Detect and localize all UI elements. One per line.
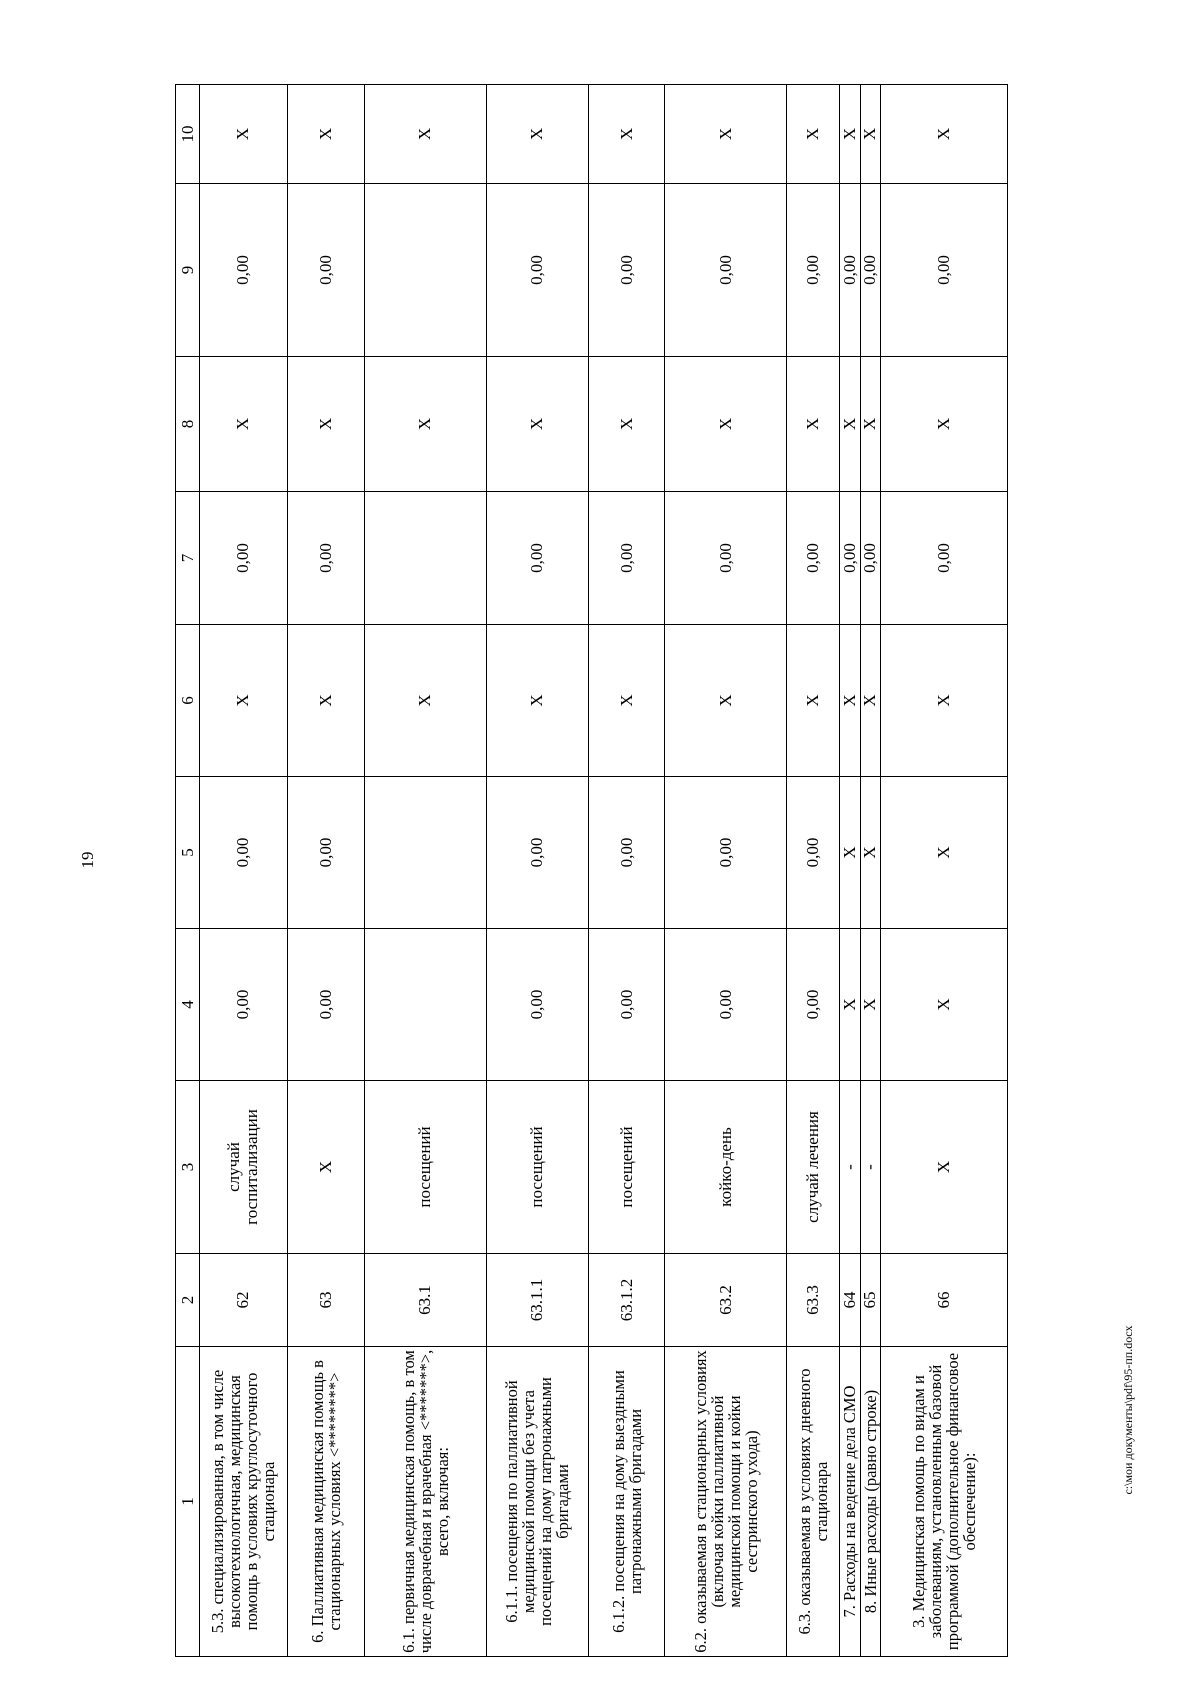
table-cell: 0,00 <box>200 777 288 929</box>
table-cell: 6.3. оказываемая в условиях дневного стационара <box>786 1347 839 1657</box>
table-cell: 0,00 <box>786 777 839 929</box>
table-row <box>665 85 787 1657</box>
column-header: 8 <box>176 357 200 492</box>
column-header: 7 <box>176 492 200 625</box>
table-cell: X <box>860 85 880 184</box>
table-cell: 6.1. первичная медицинская помощь, в том числе доврачебная и врачебная <*******>, всего, включая: <box>364 1347 486 1657</box>
table-cell: 64 <box>839 1254 860 1347</box>
table-cell: X <box>200 357 288 492</box>
table-cell: 6.1.2. посещения на дому выездными патронажными бригадами <box>589 1347 665 1657</box>
table-cell: 0,00 <box>665 184 787 357</box>
table-cell: 0,00 <box>200 184 288 357</box>
table-cell: 0,00 <box>839 492 860 625</box>
table-cell: X <box>860 625 880 777</box>
table-cell: 63.3 <box>786 1254 839 1347</box>
table-cell: 63.1.1 <box>486 1254 589 1347</box>
table-cell: 0,00 <box>287 777 364 929</box>
table-cell: 63.1 <box>364 1254 486 1347</box>
table-cell: 6. Паллиативная медицинская помощь в стационарных условиях <********> <box>287 1347 364 1657</box>
table-cell: X <box>589 357 665 492</box>
table-cell: X <box>839 929 860 1081</box>
table-row <box>486 85 589 1657</box>
page-number: 19 <box>78 851 97 869</box>
table-cell: X <box>881 625 1008 777</box>
column-header: 6 <box>176 625 200 777</box>
table-cell: 0,00 <box>589 184 665 357</box>
table-cell: 0,00 <box>486 777 589 929</box>
table-cell: 0,00 <box>287 929 364 1081</box>
table-cell: 0,00 <box>786 929 839 1081</box>
table-cell: 63 <box>287 1254 364 1347</box>
table-cell: X <box>839 777 860 929</box>
column-header: 5 <box>176 777 200 929</box>
table-cell: 65 <box>860 1254 880 1347</box>
table-cell: - <box>860 1081 880 1254</box>
column-header: 9 <box>176 184 200 357</box>
table-cell: X <box>665 625 787 777</box>
table-cell: посещений <box>364 1081 486 1254</box>
table-cell: 0,00 <box>589 777 665 929</box>
table-cell: 0,00 <box>665 777 787 929</box>
table-cell: X <box>881 357 1008 492</box>
column-header: 2 <box>176 1254 200 1347</box>
table-cell: X <box>786 357 839 492</box>
file-path-footer: c:\мои документы\pdf\95-пп.docx <box>1121 1325 1135 1495</box>
table-cell: 0,00 <box>287 184 364 357</box>
table-row <box>200 85 288 1657</box>
table-cell: X <box>364 85 486 184</box>
table-cell: 63.2 <box>665 1254 787 1347</box>
table-cell: 0,00 <box>589 929 665 1081</box>
table-cell: X <box>287 1081 364 1254</box>
table-row <box>287 85 364 1657</box>
table-cell: 5.3. специализированная, в том числе высокотехнологичная, медицинская помощь в условиях круглосуточного стационара <box>200 1347 288 1657</box>
table-cell: 0,00 <box>200 492 288 625</box>
table-cell: X <box>665 357 787 492</box>
table-cell: X <box>287 85 364 184</box>
table-cell: X <box>200 625 288 777</box>
table-cell: 0,00 <box>860 184 880 357</box>
table-cell: X <box>839 357 860 492</box>
column-header: 10 <box>176 85 200 184</box>
table-row <box>364 85 486 1657</box>
table-cell: X <box>486 625 589 777</box>
table-cell: - <box>839 1081 860 1254</box>
table-cell: 0,00 <box>881 492 1008 625</box>
table-cell: 0,00 <box>860 492 880 625</box>
table-cell: 0,00 <box>589 492 665 625</box>
table-cell: 3. Медицинская помощь по видам и заболеваниям, установленным базовой программой (дополнительное финансовое обеспечение): <box>881 1347 1008 1657</box>
table-cell: койко-день <box>665 1081 787 1254</box>
table-cell: 62 <box>200 1254 288 1347</box>
table-cell: X <box>486 85 589 184</box>
table-cell: посещений <box>589 1081 665 1254</box>
table-row <box>860 85 880 1657</box>
table-cell: 0,00 <box>839 184 860 357</box>
table-cell: X <box>589 85 665 184</box>
table-cell: 6.2. оказываемая в стационарных условиях (включая койки паллиативной медицинской помощи и койки сестринского ухода) <box>665 1347 787 1657</box>
column-header: 3 <box>176 1081 200 1254</box>
table-row <box>881 85 1008 1657</box>
table-cell: 0,00 <box>287 492 364 625</box>
table-cell: X <box>881 85 1008 184</box>
table-cell: X <box>860 357 880 492</box>
table-cell: случай лечения <box>786 1081 839 1254</box>
table-cell: X <box>881 777 1008 929</box>
table-cell: X <box>786 85 839 184</box>
table-cell: 0,00 <box>665 929 787 1081</box>
table-cell: X <box>287 625 364 777</box>
table-row <box>839 85 860 1657</box>
table-cell: X <box>665 85 787 184</box>
table-cell: X <box>881 929 1008 1081</box>
table-cell: 0,00 <box>665 492 787 625</box>
table-cell: 6.1.1. посещения по паллиативной медицинской помощи без учета посещений на дому патронажными бригадами <box>486 1347 589 1657</box>
table-cell: X <box>786 625 839 777</box>
column-header: 4 <box>176 929 200 1081</box>
table-row <box>786 85 839 1657</box>
table-cell: 0,00 <box>486 184 589 357</box>
table-cell: посещений <box>486 1081 589 1254</box>
table-cell: 7. Расходы на ведение дела СМО <box>839 1347 860 1657</box>
header-row <box>176 85 200 1657</box>
table-cell: X <box>486 357 589 492</box>
table-cell: 0,00 <box>786 184 839 357</box>
table-cell: 0,00 <box>881 184 1008 357</box>
table-cell: X <box>364 357 486 492</box>
table-cell: 0,00 <box>486 492 589 625</box>
table-cell: X <box>200 85 288 184</box>
table-cell: случай госпитализации <box>200 1081 288 1254</box>
table-cell: 0,00 <box>486 929 589 1081</box>
table-cell: 66 <box>881 1254 1008 1347</box>
column-header: 1 <box>176 1347 200 1657</box>
table-cell: 0,00 <box>200 929 288 1081</box>
data-table <box>175 84 1008 1657</box>
table-cell <box>364 184 486 357</box>
table-cell: X <box>589 625 665 777</box>
table-cell: X <box>287 357 364 492</box>
table-cell: 63.1.2 <box>589 1254 665 1347</box>
table-cell: X <box>860 929 880 1081</box>
rotated-table-area <box>0 40 1200 1697</box>
table-cell <box>364 777 486 929</box>
table-cell: X <box>839 625 860 777</box>
table-cell: X <box>860 777 880 929</box>
table-cell: 8. Иные расходы (равно строке) <box>860 1347 880 1657</box>
table-cell: X <box>839 85 860 184</box>
table-cell: X <box>881 1081 1008 1254</box>
table-cell: 0,00 <box>786 492 839 625</box>
table-cell <box>364 929 486 1081</box>
table-cell: X <box>364 625 486 777</box>
table-row <box>589 85 665 1657</box>
table-cell <box>364 492 486 625</box>
